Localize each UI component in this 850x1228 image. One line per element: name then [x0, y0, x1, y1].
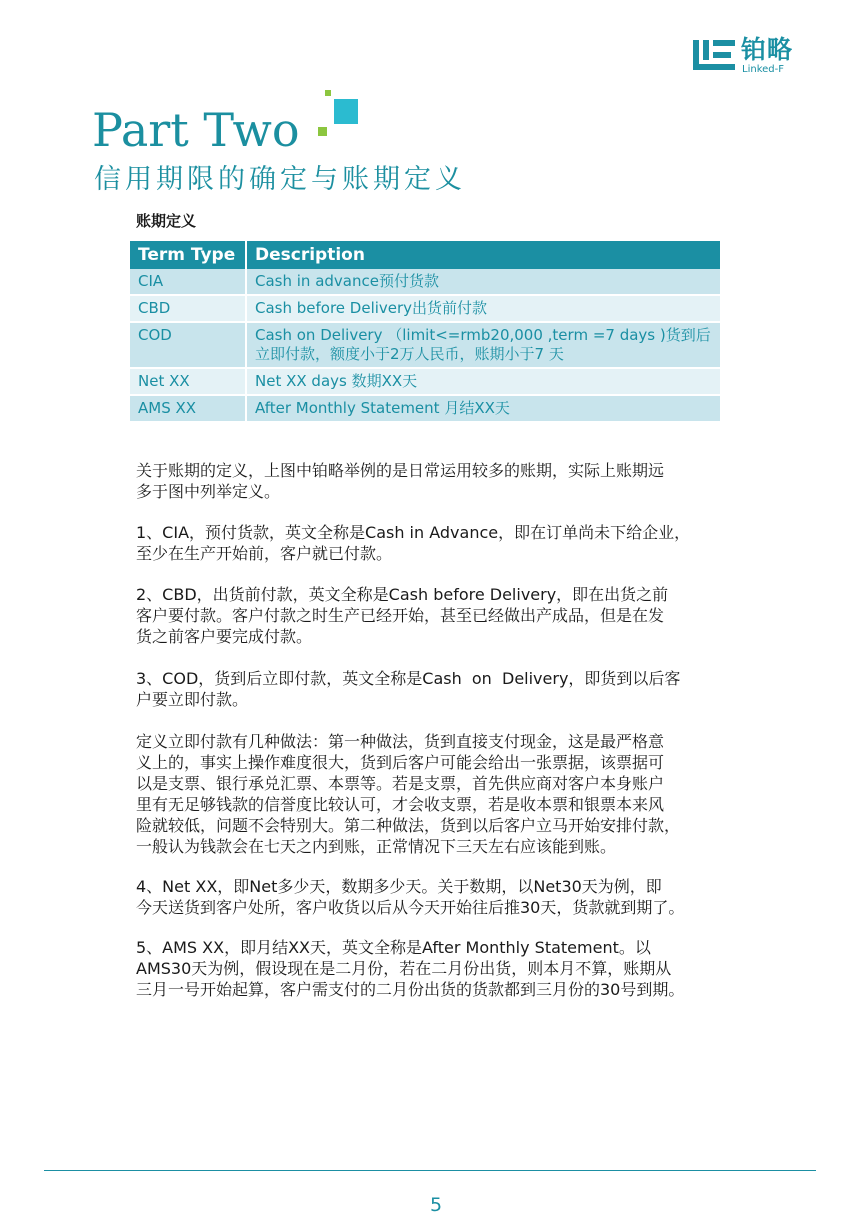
section-heading: 账期定义: [136, 212, 197, 230]
ams-paragraph: 5、AMS XX，即月结XX天，英文全称是After Monthly Statement。以 AMS30天为例，假设现在是二月份，若在二月份出货，则本月不算，账期从 三月一号开始起算，客户需支付的二月份出货的货款都到三月份的30号到期。: [136, 938, 685, 999]
part-title: Part Two: [92, 103, 300, 157]
description-cell: Cash before Delivery出货前付款: [246, 295, 720, 322]
decorative-squares-icon: [316, 90, 364, 142]
description-cell: After Monthly Statement 月结XX天: [246, 395, 720, 421]
term-type-cell: CBD: [130, 295, 246, 322]
table-header-row: [130, 241, 720, 269]
cia-paragraph: 1、CIA，预付货款，英文全称是Cash in Advance，即在订单尚未下给企业， 至少在生产开始前，客户就已付款。: [136, 523, 691, 563]
page-number: 5: [429, 1194, 443, 1216]
column-header-description: Description: [246, 241, 720, 269]
term-type-cell: CIA: [130, 269, 246, 295]
description-cell: Net XX days 数期XX天: [246, 368, 720, 395]
immediate-payment-paragraph: 定义立即付款有几种做法：第一种做法，货到直接支付现金，这是最严格意 义上的，事实上操作难度很大，货到后客户可能会给出一张票据，该票据可 以是支票、银行承兑汇票、本票等。若是支票，首先供应商对客户本身账户 里有无足够钱款的信誉度比较认可，才会收支票，若是收本票和银票本来风 险就较低，问题不会特别大。第二种做法，货到以后客户立马开始安排付款， 一般认为钱款会在七天之内到账，正常情况下三天左右应该能到账。: [136, 732, 681, 856]
footer-divider: [44, 1170, 816, 1171]
table-row: [130, 368, 720, 395]
page-subtitle: 信用期限的确定与账期定义: [94, 164, 466, 195]
description-cell: Cash on Delivery （limit<=rmb20,000 ,term =7 days )货到后立即付款，额度小于2万人民币，账期小于7 天: [246, 322, 720, 368]
table-row: [130, 295, 720, 322]
intro-paragraph: 关于账期的定义，上图中铂略举例的是日常运用较多的账期，实际上账期远 多于图中列举定义。: [136, 461, 665, 501]
term-table: [130, 241, 720, 421]
logo-english-text: Linked-F: [742, 64, 784, 75]
table-row: [130, 269, 720, 295]
cod-paragraph: 3、COD，货到后立即付款，英文全称是Cash on Delivery，即货到以后客 户要立即付款。: [136, 669, 681, 709]
net-paragraph: 4、Net XX，即Net多少天，数期多少天。关于数期，以Net30天为例，即 今天送货到客户处所，客户收货以后从今天开始往后推30天，货款就到期了。: [136, 877, 685, 917]
logo-chinese-text: 铂略: [741, 35, 794, 64]
cbd-paragraph: 2、CBD，出货前付款，英文全称是Cash before Delivery，即在出货之前 客户要付款。客户付款之时生产已经开始，甚至已经做出产成品，但是在发 货之前客户要完成付款。: [136, 585, 669, 646]
table-row: [130, 395, 720, 421]
table-row: [130, 322, 720, 368]
description-cell: Cash in advance预付货款: [246, 269, 720, 295]
company-logo: [693, 36, 813, 76]
term-type-cell: COD: [130, 322, 246, 368]
column-header-term-type: Term Type: [130, 241, 246, 269]
term-type-cell: Net XX: [130, 368, 246, 395]
logo-mark-icon: [693, 36, 739, 74]
term-type-cell: AMS XX: [130, 395, 246, 421]
